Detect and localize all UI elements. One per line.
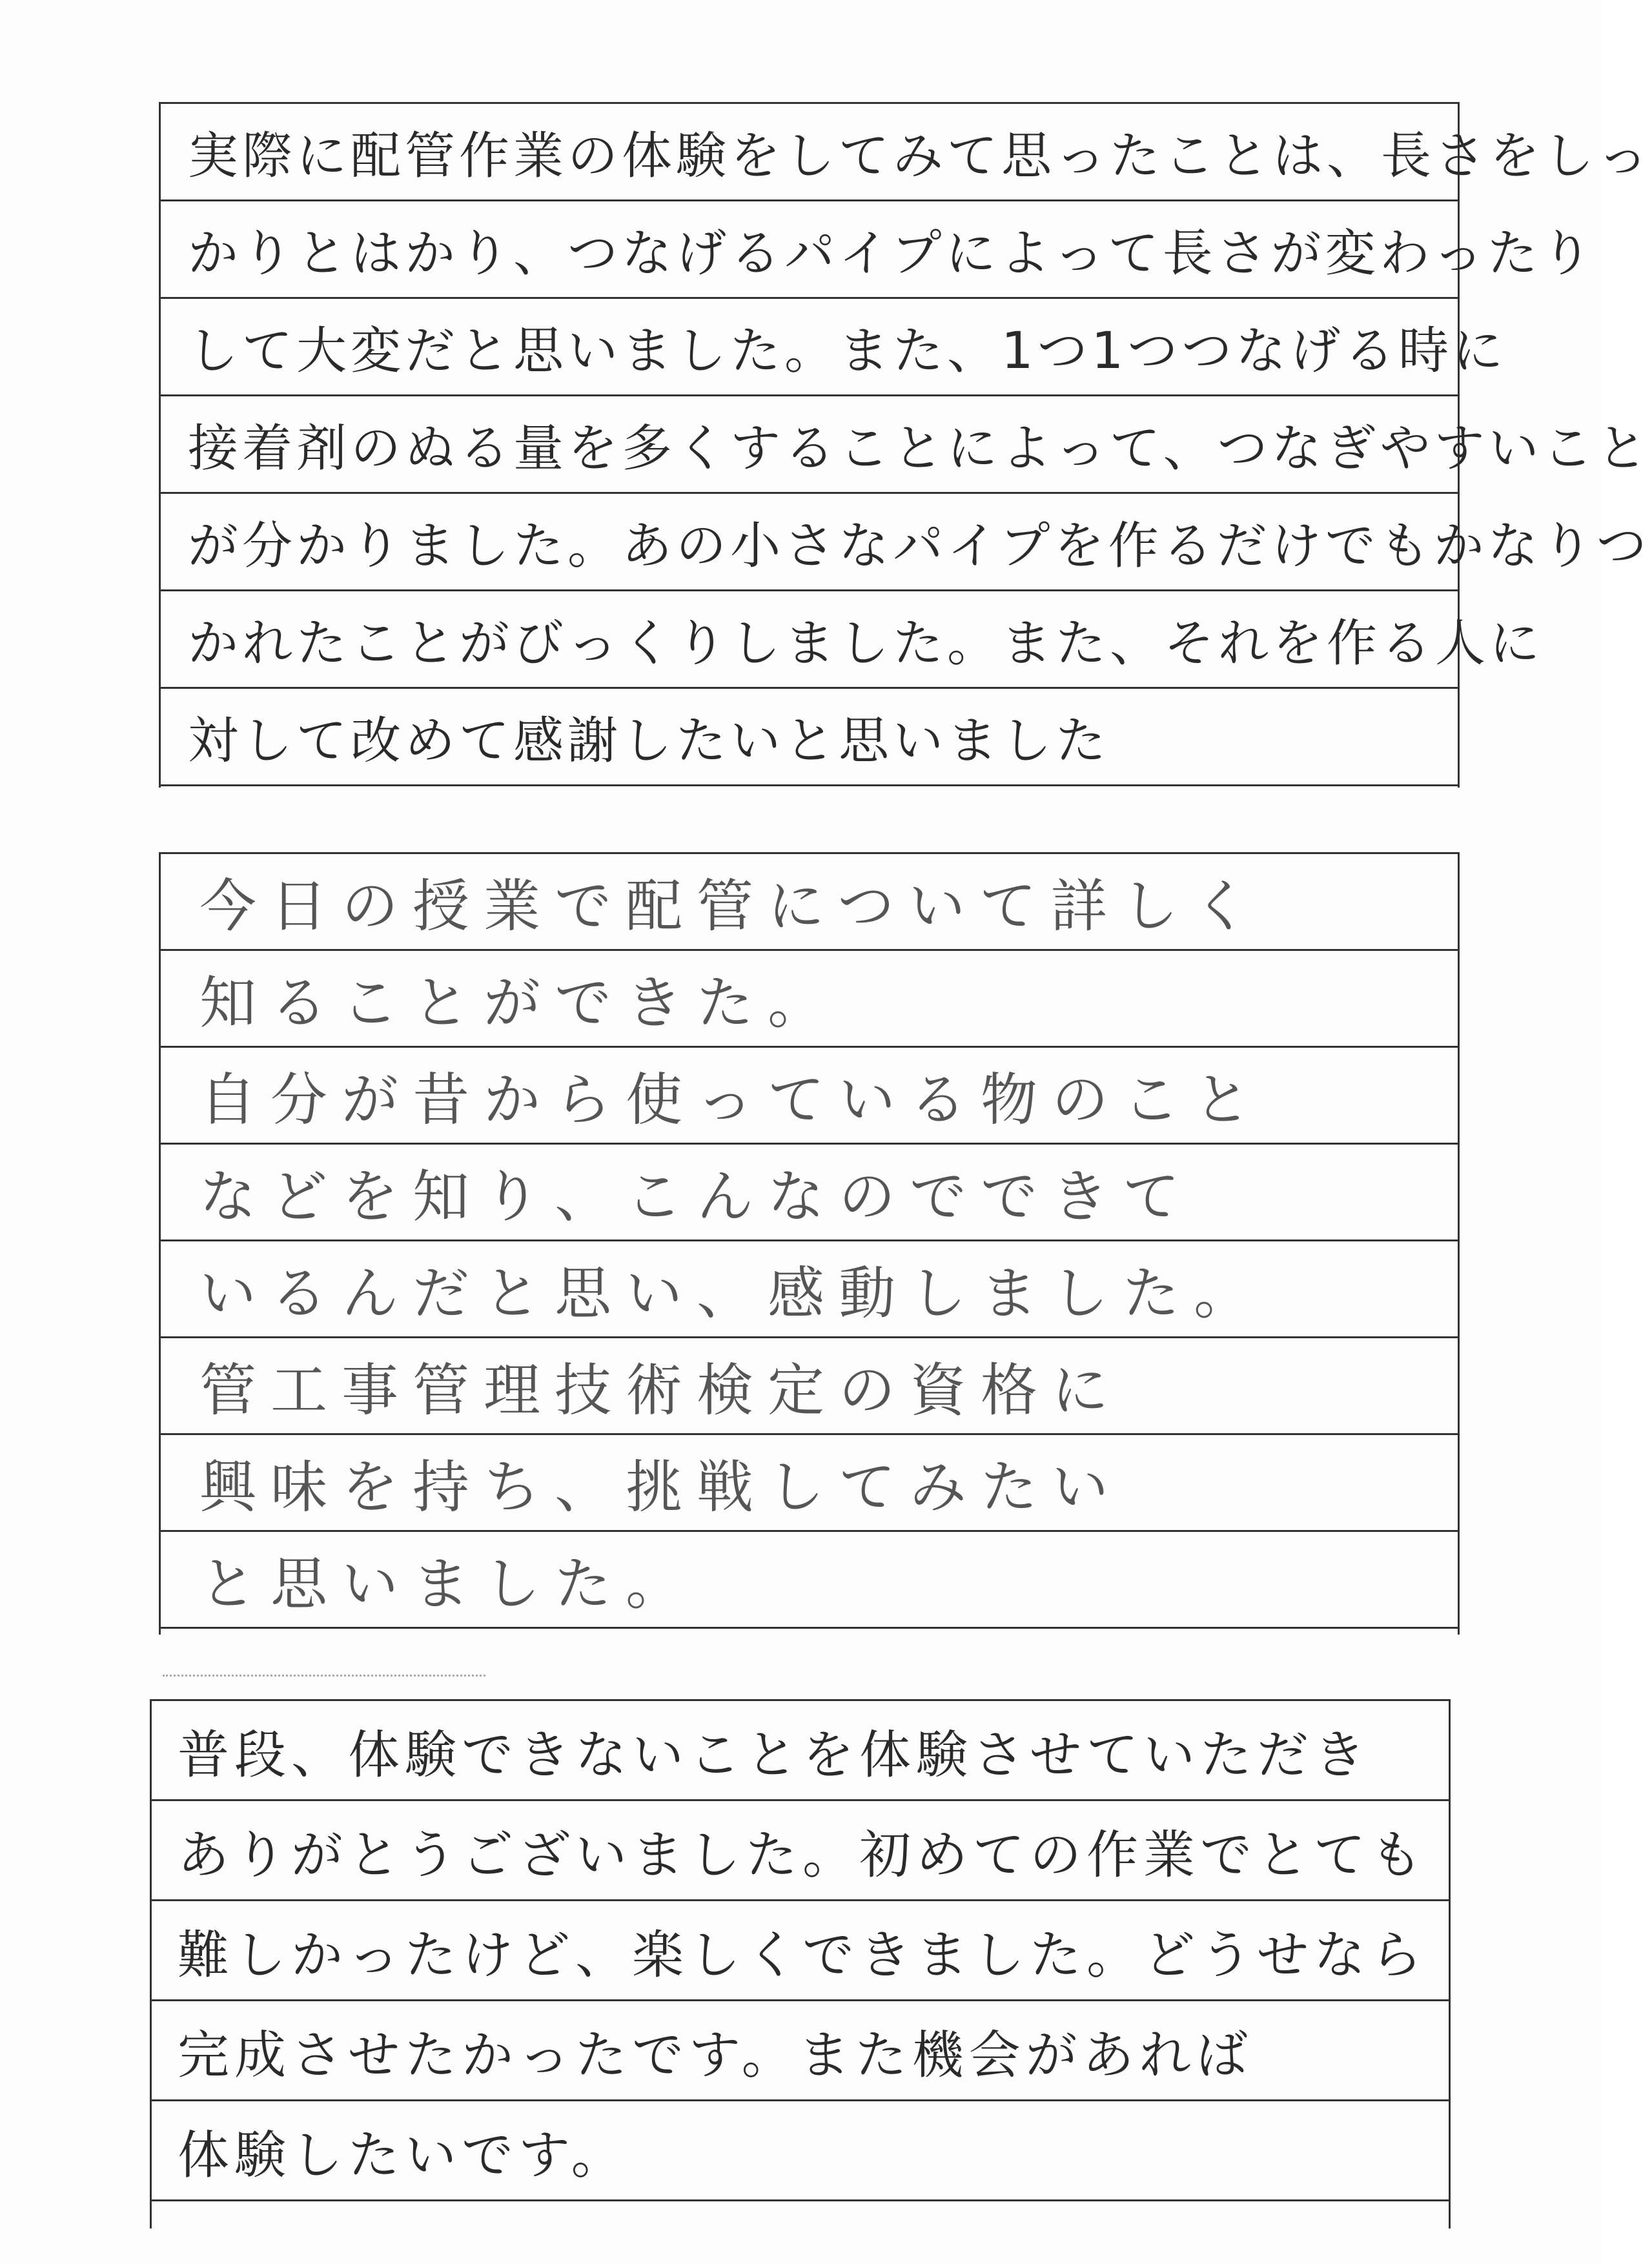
ruled-line	[161, 854, 1458, 951]
handwritten-line: 難しかったけど、楽しくできました。どうせなら	[178, 1924, 1427, 1985]
ruled-line	[161, 591, 1544, 689]
handwritten-line: 自分が昔から使っている物のこと	[199, 1066, 1265, 1133]
handwritten-line: 管工事管理技術検定の資格に	[199, 1356, 1123, 1423]
handwritten-line: 知ることができた。	[199, 969, 839, 1036]
handwritten-line: 興味を持ち、挑戦してみたい	[199, 1453, 1123, 1520]
ruled-line	[161, 396, 1651, 494]
ruled-line-tail	[152, 2201, 1449, 2253]
ruled-line	[161, 1145, 1458, 1241]
ruled-line	[152, 2001, 1449, 2101]
ruled-line	[161, 1241, 1458, 1338]
ruled-line	[161, 1048, 1458, 1145]
handwritten-line: が分かりました。あの小さなパイプを作るだけでもかなりつ	[188, 517, 1651, 575]
ruled-line	[161, 689, 1458, 786]
reflection-box-3	[150, 1699, 1451, 2228]
handwritten-line: 完成させたかったです。また機会があれば	[178, 2024, 1253, 2085]
handwritten-line: 今日の授業で配管について詳しく	[199, 872, 1264, 939]
ruled-line	[161, 494, 1651, 591]
reflection-box-2	[159, 852, 1460, 1635]
handwritten-line: 実際に配管作業の体験をしてみて思ったことは、長さをしっ	[188, 127, 1652, 185]
handwritten-line: 対して改めて感謝したいと思いました	[188, 712, 1110, 770]
ruled-line	[161, 104, 1652, 201]
handwritten-line: などを知り、こんなのでできて	[199, 1163, 1194, 1230]
handwritten-line: ありがとうございました。初めての作業でとても	[178, 1824, 1427, 1885]
handwritten-line: して大変だと思いました。また、1つ1つつなげる時に	[188, 322, 1507, 380]
ruled-line	[161, 299, 1507, 396]
ruled-line	[152, 1701, 1449, 1801]
ruled-line	[161, 1435, 1458, 1532]
ruled-line	[152, 2101, 1449, 2201]
ruled-line	[152, 1801, 1449, 1901]
scan-speckle-dots	[163, 1675, 485, 1680]
ruled-line	[152, 1901, 1449, 2001]
ruled-line	[161, 951, 1458, 1048]
handwritten-line: かれたことがびっくりしました。また、それを作る人に	[188, 615, 1544, 673]
handwritten-line: いるんだと思い、感動しました。	[199, 1259, 1265, 1327]
handwritten-line: 体験したいです。	[178, 2125, 628, 2185]
handwritten-line: かりとはかり、つなげるパイプによって長さが変わったり	[188, 225, 1596, 283]
reflection-box-1	[159, 102, 1652, 788]
ruled-line	[161, 201, 1596, 299]
ruled-line	[161, 1532, 1458, 1629]
handwritten-line: と思いました。	[199, 1550, 697, 1617]
handwritten-line: 普段、体験できないことを体験させていただき	[178, 1724, 1371, 1785]
ruled-line	[161, 1338, 1458, 1435]
handwritten-line: 接着剤のぬる量を多くすることによって、つなぎやすいこと	[188, 420, 1651, 478]
